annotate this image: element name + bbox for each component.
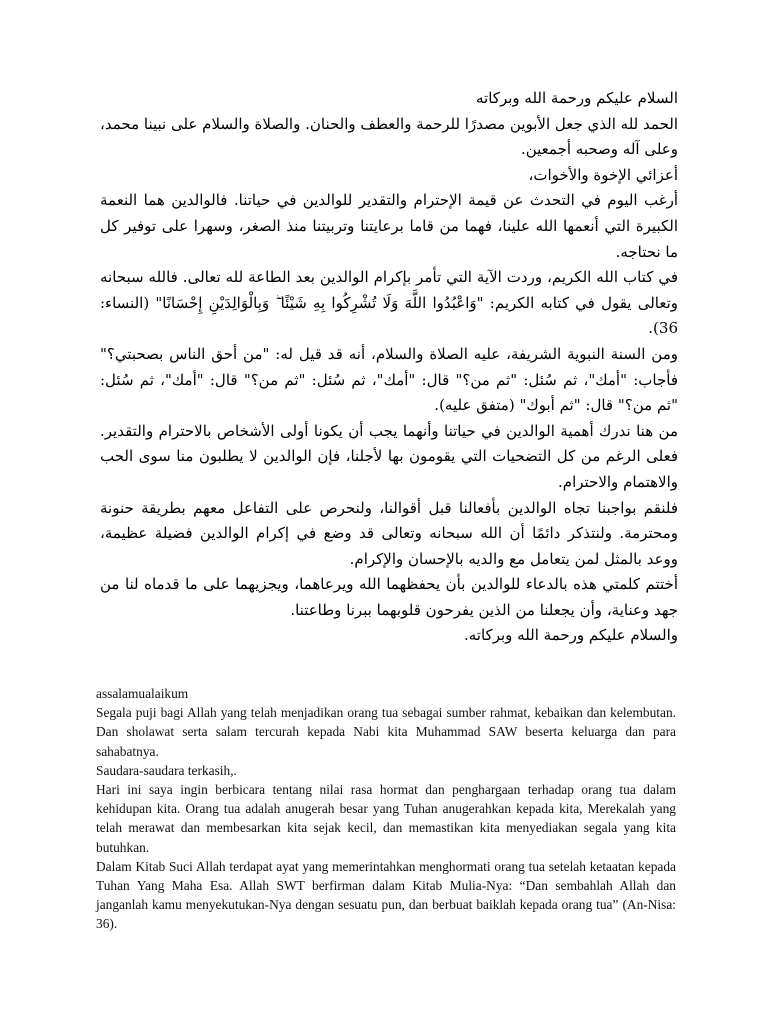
arabic-greeting: السلام عليكم ورحمة الله وبركاته (476, 89, 678, 107)
indonesian-speech-text (96, 684, 676, 934)
arabic-opening-praise: الحمد لله الذي جعل الأبوين مصدرًا للرحمة والعطف والحنان. والصلاة والسلام على نبينا محمد، وعلى آله وصحبه أجمعين. (100, 114, 678, 159)
latin-paragraph-quran: Dalam Kitab Suci Allah terdapat ayat yang memerintahkan menghormati orang tua setelah ketaatan kepada Tuhan Yang Maha Esa. Allah SWT berfirman dalam Kitab Mulia-Nya: “Dan sembahlah Allah dan janganlah kamu menyekutukan-Nya dengan sesuatu pun, dan berbuat baiklah kepada orang tua” (An-Nisa: 36). (96, 858, 676, 932)
latin-paragraph-intro: Hari ini saya ingin berbicara tentang nilai rasa hormat dan penghargaan terhadap orang tua dalam kehidupan kita. Orang tua adalah anugerah besar yang Tuhan anugerahkan kepada kita, Merekalah yang telah merawat dan membesarkan kita sejak kecil, dan memastikan kita menyediakan segala yang kita butuhkan. (96, 782, 676, 855)
arabic-paragraph-importance: من هنا ندرك أهمية الوالدين في حياتنا وأنهما يجب أن يكونا أولى الأشخاص بالاحترام والتقدير. فعلى الرغم من كل التضحيات التي يقومون بها لأجلنا، فإن الوالدين لا يطلبون منا سوى الحب والاهتمام والاحترام. (100, 421, 678, 491)
latin-opening-praise: Segala puji bagi Allah yang telah menjadikan orang tua sebagai sumber rahmat, kebaikan dan kelembutan. Dan sholawat serta salam tercurah kepada Nabi kita Muhammad SAW beserta keluarga dan para sahabatnya. (96, 705, 676, 759)
latin-greeting: assalamualaikum (96, 686, 189, 701)
arabic-speech-text (100, 86, 678, 649)
arabic-paragraph-quran: في كتاب الله الكريم، وردت الآية التي تأمر بإكرام الوالدين بعد الطاعة لله تعالى. فالله سبحانه وتعالى يقول في كتابه الكريم: "وَاعْبُدُوا اللَّهَ وَلَا تُشْرِكُوا بِهِ شَيْئًا ۖ وَبِالْوَالِدَيْنِ إِحْسَانًا" (النساء: 36). (100, 268, 678, 338)
arabic-paragraph-closing-prayer: أختتم كلمتي هذه بالدعاء للوالدين بأن يحفظهما الله ويرعاهما، ويجزيهما على ما قدماه لنا من جهد وعناية، وأن يجعلنا من الذين يفرحون قلوبهما ببرنا وطاعتنا. (100, 575, 678, 619)
arabic-paragraph-intro: أرغب اليوم في التحدث عن قيمة الإحترام والتقدير للوالدين في حياتنا. فالوالدين هما النعمة الكبيرة التي أنعمها الله علينا، فهما من قاما برعايتنا وتربيتنا منذ الصغر، وسهرا على توفير كل ما نحتاجه. (100, 191, 678, 261)
arabic-address: أعزائي الإخوة والأخوات، (528, 165, 678, 184)
arabic-paragraph-duty: فلنقم بواجبنا تجاه الوالدين بأفعالنا قبل أقوالنا، ولنحرص على التفاعل معهم بطريقة حنونة ومحترمة. ولنتذكر دائمًا أن الله سبحانه وتعالى قد وضع في إكرام الوالدين فضيلة عظيمة، ووعد بالمثل لمن يتعامل مع والديه بالإحسان والإكرام. (100, 498, 678, 568)
arabic-paragraph-hadith: ومن السنة النبوية الشريفة، عليه الصلاة والسلام، أنه قد قيل له: "من أحق الناس بصحبتي؟" فأجاب: "أمك"، ثم سُئل: "ثم من؟" قال: "أمك"، ثم سُئل: "ثم من؟" قال: "أمك"، ثم سُئل: "ثم من؟" قال: "ثم أبوك" (متفق عليه). (100, 344, 678, 415)
arabic-closing-greeting: والسلام عليكم ورحمة الله وبركاته. (464, 626, 678, 645)
latin-address: Saudara-saudara terkasih,. (96, 762, 237, 778)
